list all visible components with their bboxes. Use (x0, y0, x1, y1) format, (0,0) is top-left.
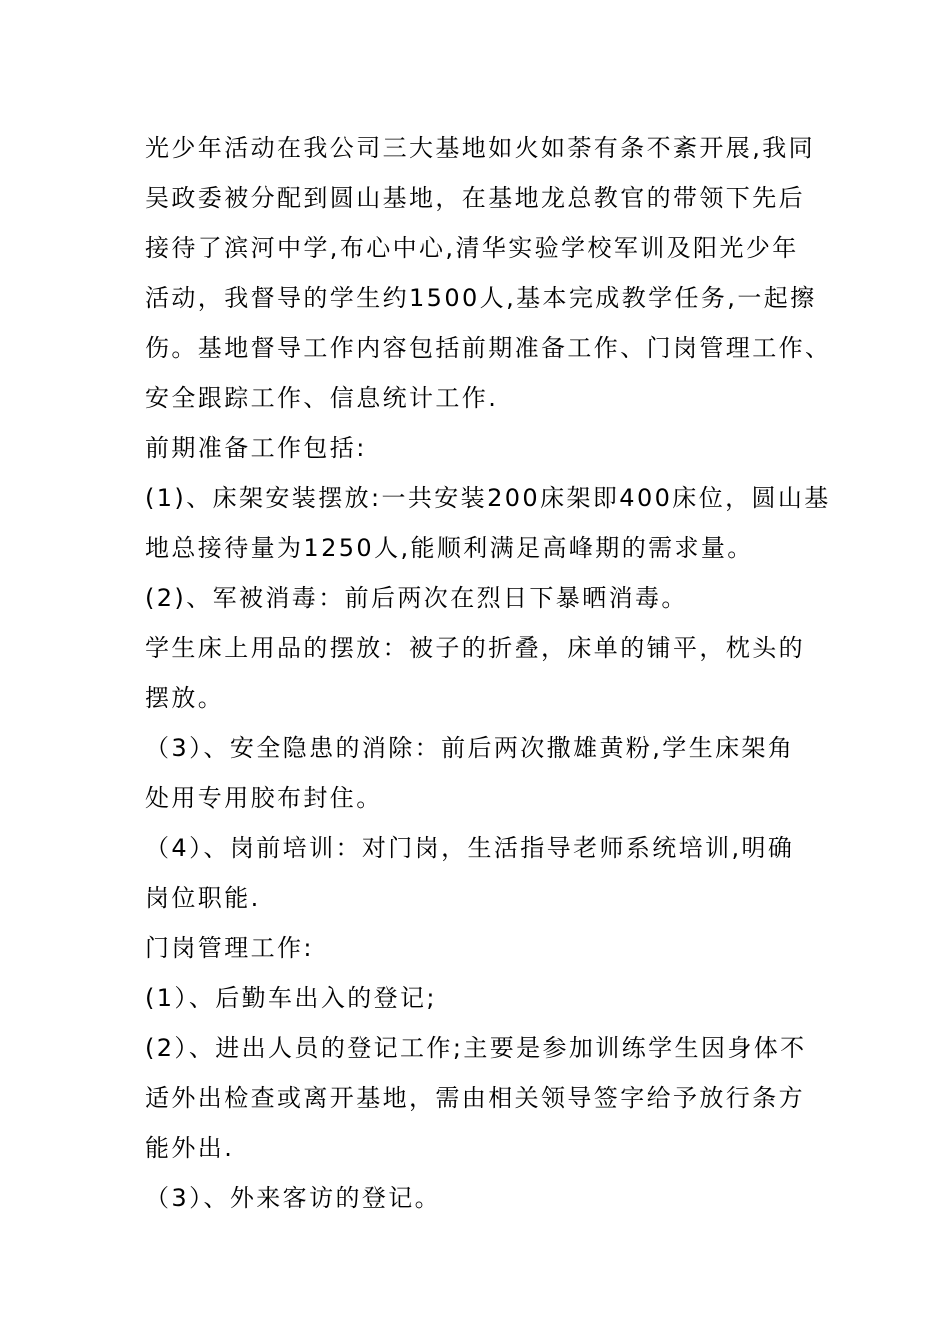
text-line: 地总接待量为1250人,能顺利满足高峰期的需求量。 (145, 534, 754, 562)
text-line: 安全跟踪工作、信息统计工作. (145, 384, 499, 412)
text-line: 能外出. (145, 1134, 235, 1162)
text-line: 摆放。 (145, 684, 225, 712)
text-line: 岗位职能. (145, 884, 261, 912)
list-item: (2）、进出人员的登记工作;主要是参加训练学生因身体不 (145, 1034, 807, 1062)
text-line: 处用专用胶布封住。 (145, 784, 383, 812)
text-line: 活动，我督导的学生约1500人,基本完成教学任务,一起擦 (145, 284, 817, 312)
text-line: 适外出检查或离开基地，需由相关领导签字给予放行条方 (145, 1084, 805, 1112)
text-line: 学生床上用品的摆放：被子的折叠，床单的铺平，枕头的 (145, 634, 805, 662)
text-line: 吴政委被分配到圆山基地，在基地龙总教官的带领下先后 (145, 184, 805, 212)
section-heading: 前期准备工作包括: (145, 434, 367, 462)
list-item: (2)、军被消毒：前后两次在烈日下暴晒消毒。 (145, 584, 688, 612)
list-item: （4）、岗前培训：对门岗，生活指导老师系统培训,明确 (145, 834, 795, 862)
text-line: 光少年活动在我公司三大基地如火如荼有条不紊开展,我同 (145, 134, 816, 162)
section-heading: 门岗管理工作: (145, 934, 314, 962)
text-line: 伤。基地督导工作内容包括前期准备工作、门岗管理工作、 (145, 334, 832, 362)
list-item: （3）、外来客访的登记。 (145, 1184, 442, 1212)
text-line: 接待了滨河中学,布心中心,清华实验学校军训及阳光少年 (145, 234, 799, 262)
list-item: (1）、后勤车出入的登记; (145, 984, 437, 1012)
list-item: （3）、安全隐患的消除：前后两次撒雄黄粉,学生床架角 (145, 734, 795, 762)
list-item: (1)、床架安装摆放:一共安装200床架即400床位，圆山基 (145, 484, 831, 512)
